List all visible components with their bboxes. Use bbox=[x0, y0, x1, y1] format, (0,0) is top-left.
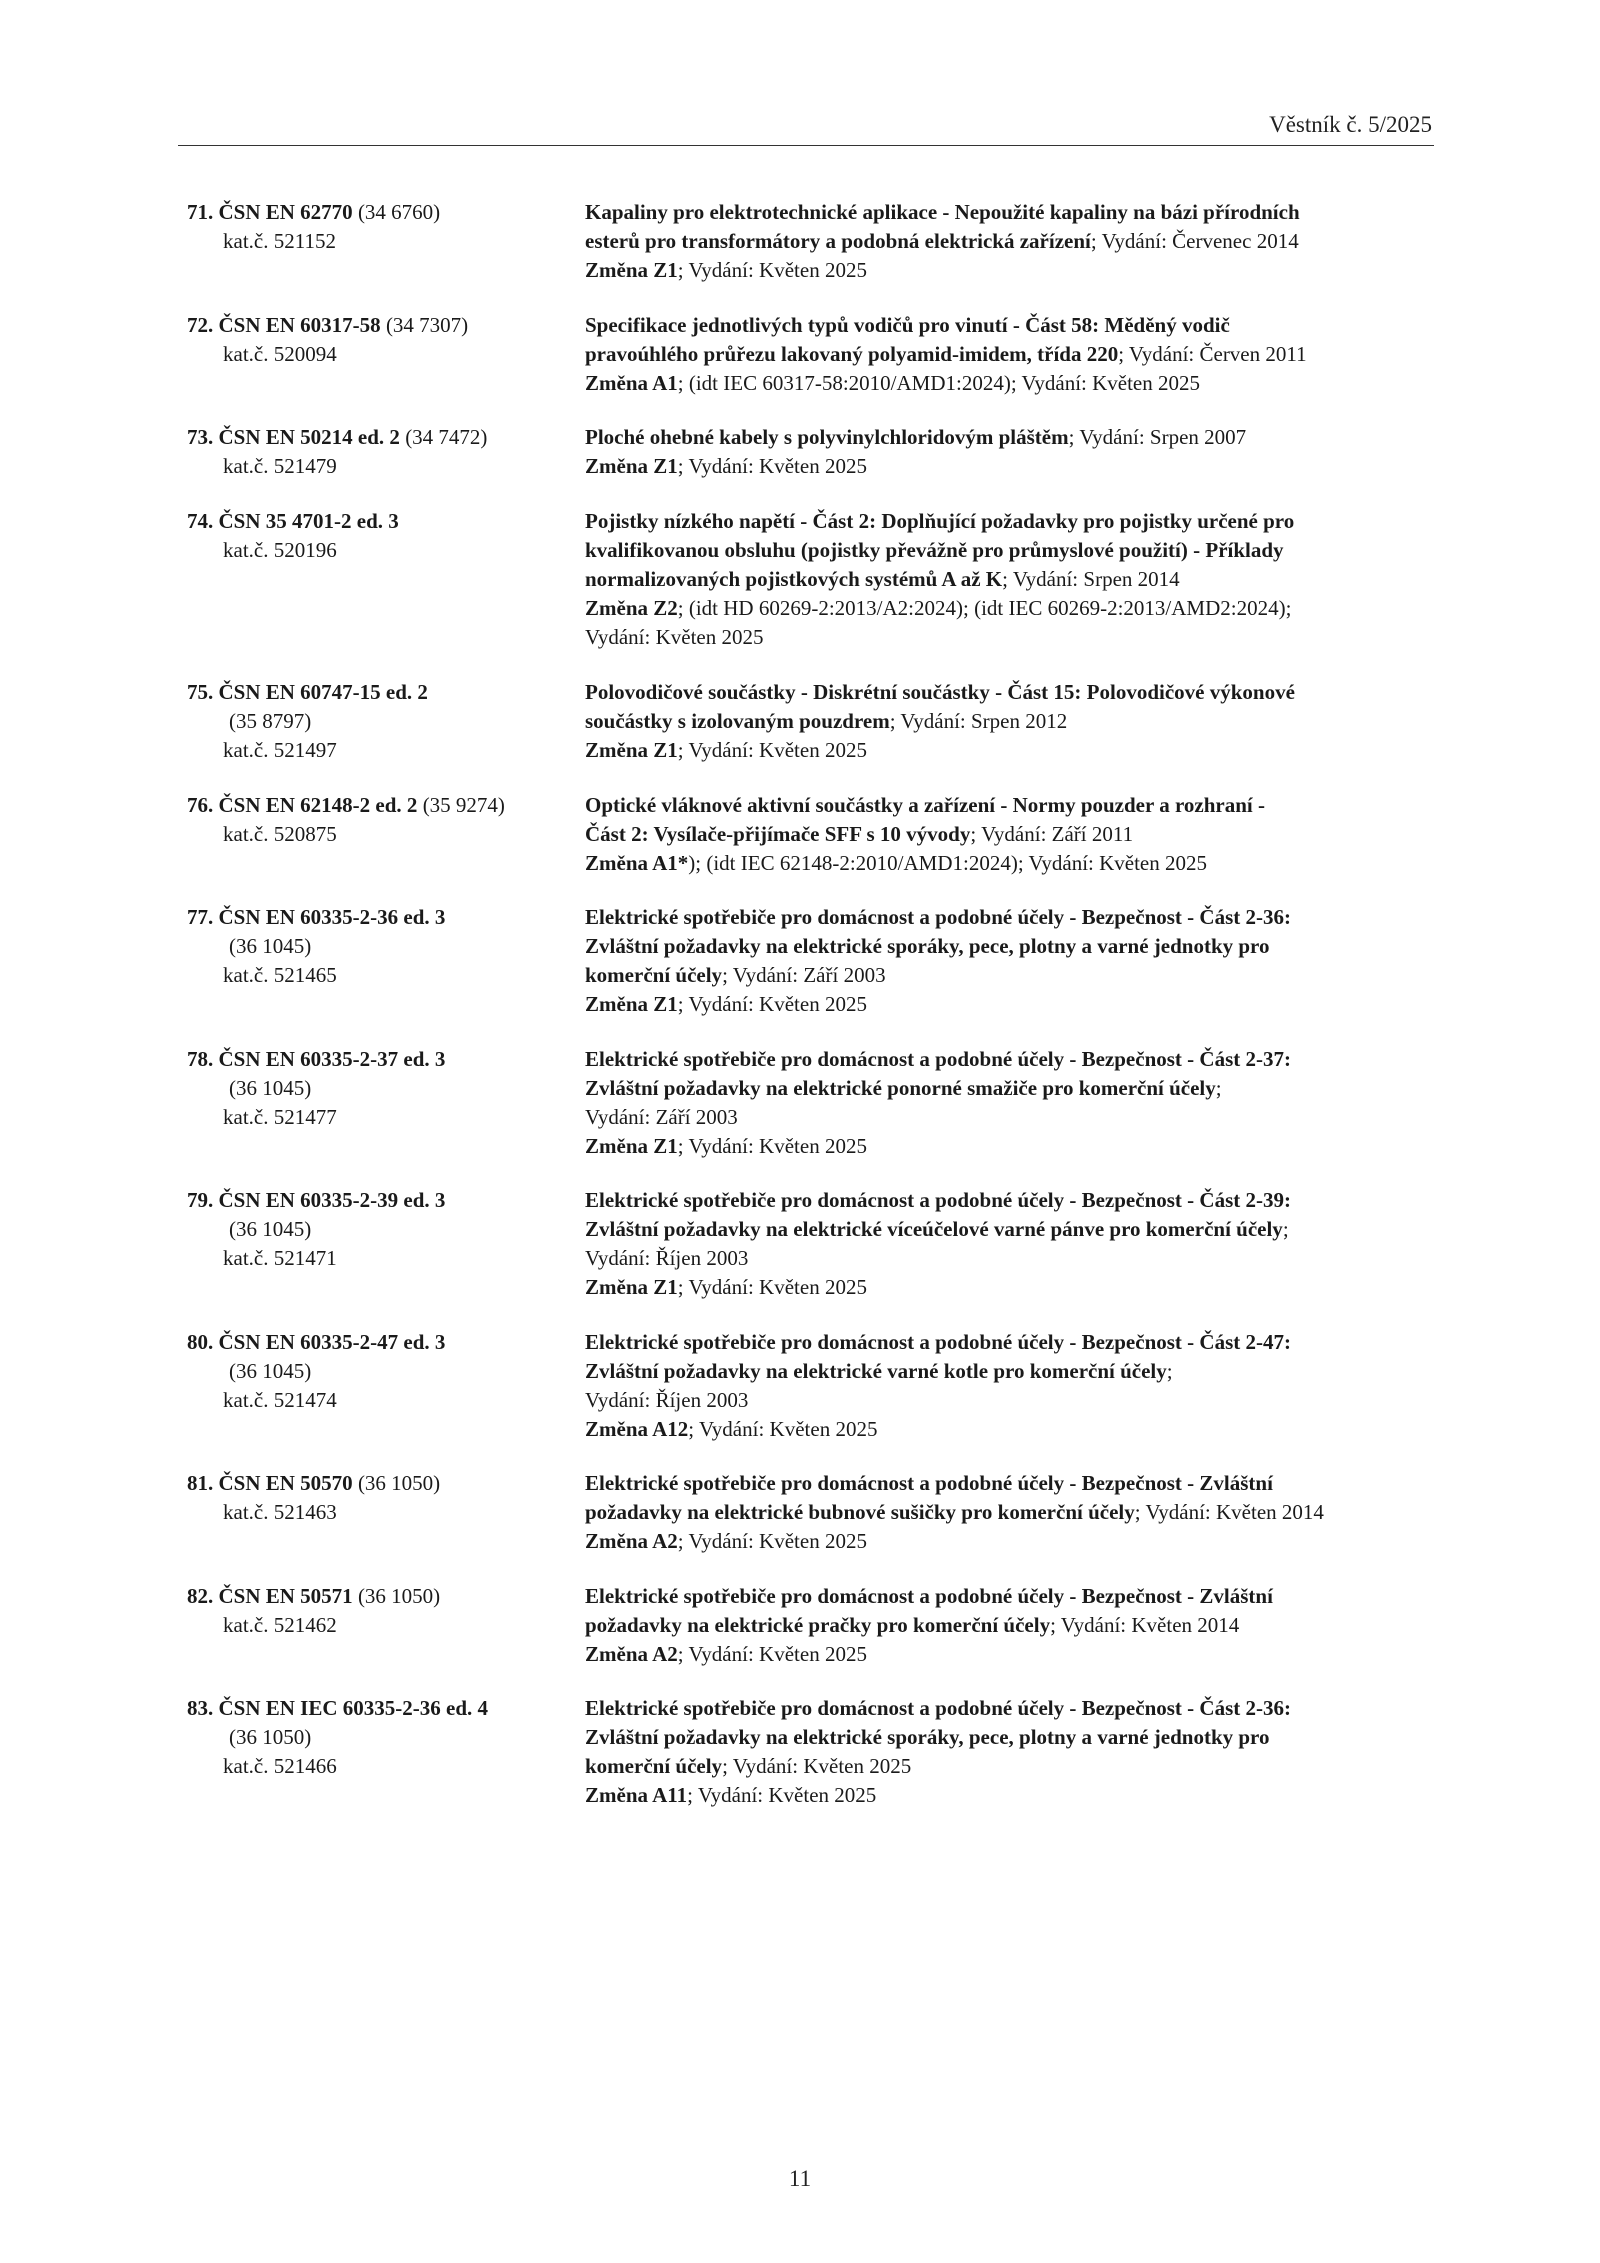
standard-code-line bbox=[187, 1045, 585, 1074]
catalog-number: kat.č. 520875 bbox=[223, 821, 337, 846]
standard-description bbox=[585, 903, 1434, 1019]
standard-code: ČSN EN IEC 60335-2-36 ed. 4 bbox=[218, 1696, 489, 1720]
standard-code-line bbox=[187, 1694, 585, 1723]
catalog-number: kat.č. 521477 bbox=[223, 1104, 337, 1129]
entry-number: 71. bbox=[187, 200, 214, 224]
standard-identifier bbox=[187, 507, 585, 652]
standard-identifier bbox=[187, 903, 585, 1019]
description-line bbox=[585, 961, 1434, 990]
description-line bbox=[585, 536, 1434, 565]
standard-entry bbox=[187, 903, 1434, 1019]
classification-code: (35 9274) bbox=[422, 792, 505, 817]
regular-text: ; Vydání: Květen 2025 bbox=[722, 1754, 912, 1778]
standard-description bbox=[585, 1469, 1434, 1556]
description-line bbox=[585, 1215, 1434, 1244]
regular-text: ; Vydání: Květen 2025 bbox=[677, 258, 867, 282]
classification-code: (35 8797) bbox=[229, 709, 312, 733]
standard-description bbox=[585, 198, 1434, 285]
bold-text: Změna A1* bbox=[585, 850, 689, 875]
standard-entry bbox=[187, 1045, 1434, 1161]
bold-text: Změna Z1 bbox=[585, 1133, 678, 1158]
standard-code-line bbox=[187, 198, 585, 227]
standard-code-line bbox=[187, 1469, 585, 1498]
description-line bbox=[585, 1273, 1434, 1302]
bold-text: Změna Z1 bbox=[585, 454, 678, 478]
standard-identifier bbox=[187, 1694, 585, 1810]
regular-text: ; Vydání: Srpen 2014 bbox=[1002, 566, 1180, 591]
description-line bbox=[585, 594, 1434, 623]
bold-text: normalizovaných pojistkových systémů A až K bbox=[585, 566, 1003, 591]
classification-code: (36 1045) bbox=[229, 934, 312, 958]
bold-text: Zvláštní požadavky na elektrické sporáky, pece, plotny a varné jednotky pro bbox=[585, 934, 1270, 958]
description-line bbox=[585, 1045, 1434, 1074]
standard-code-line bbox=[187, 1328, 585, 1357]
description-line bbox=[585, 1357, 1434, 1386]
standard-code: ČSN EN 60335-2-36 ed. 3 bbox=[218, 905, 446, 929]
description-line bbox=[585, 311, 1434, 340]
standard-entry bbox=[187, 1469, 1434, 1556]
catalog-number: kat.č. 520094 bbox=[223, 341, 337, 366]
description-line bbox=[585, 623, 1434, 652]
bulletin-title: Věstník č. 5/2025 bbox=[1269, 112, 1432, 137]
standard-code-line bbox=[187, 903, 585, 932]
catalog-number: kat.č. 521152 bbox=[223, 229, 336, 253]
description-line bbox=[585, 1611, 1434, 1640]
bold-text: Změna A11 bbox=[585, 1783, 688, 1807]
classification-code: (36 1045) bbox=[229, 1358, 312, 1383]
standard-entry bbox=[187, 1582, 1434, 1669]
entry-number: 78. bbox=[187, 1046, 214, 1071]
description-line bbox=[585, 1752, 1434, 1781]
description-line bbox=[585, 820, 1434, 849]
standard-identifier bbox=[187, 678, 585, 765]
bold-text: Elektrické spotřebiče pro domácnost a podobné účely - Bezpečnost - Zvláštní bbox=[585, 1583, 1273, 1608]
entry-number: 74. bbox=[187, 508, 214, 533]
bold-text: Specifikace jednotlivých typů vodičů pro vinutí - Část 58: Měděný vodič bbox=[585, 312, 1230, 337]
standard-entry bbox=[187, 311, 1434, 398]
standard-description bbox=[585, 1186, 1434, 1302]
bold-text: Elektrické spotřebiče pro domácnost a podobné účely - Bezpečnost - Část 2-36: bbox=[585, 905, 1291, 929]
regular-text: ; Vydání: Květen 2025 bbox=[677, 1529, 867, 1553]
entry-number: 72. bbox=[187, 312, 214, 337]
description-line bbox=[585, 1469, 1434, 1498]
description-line bbox=[585, 256, 1434, 285]
standard-description bbox=[585, 507, 1434, 652]
classification-code: (36 1050) bbox=[229, 1725, 312, 1749]
regular-text: ; Vydání: Květen 2025 bbox=[677, 992, 867, 1016]
regular-text: ; bbox=[1166, 1358, 1173, 1383]
entry-number: 80. bbox=[187, 1329, 214, 1354]
standard-description bbox=[585, 311, 1434, 398]
page-number: 11 bbox=[788, 2166, 812, 2191]
standard-identifier bbox=[187, 1186, 585, 1302]
regular-text: ; Vydání: Srpen 2007 bbox=[1068, 425, 1247, 449]
catalog-number: kat.č. 521463 bbox=[223, 1500, 337, 1524]
description-line bbox=[585, 198, 1434, 227]
description-line bbox=[585, 1694, 1434, 1723]
standard-identifier bbox=[187, 1469, 585, 1556]
standard-code: ČSN EN 62148-2 ed. 2 bbox=[218, 792, 418, 817]
catalog-number: kat.č. 521462 bbox=[223, 1612, 337, 1637]
description-line bbox=[585, 369, 1434, 398]
bold-text: Zvláštní požadavky na elektrické varné kotle pro komerční účely bbox=[585, 1358, 1167, 1383]
description-line bbox=[585, 1781, 1434, 1810]
regular-text: Vydání: Září 2003 bbox=[585, 1104, 738, 1129]
bold-text: Změna Z1 bbox=[585, 1275, 678, 1299]
standard-identifier bbox=[187, 1328, 585, 1444]
bold-text: Část 2: Vysílače-přijímače SFF s 10 vývody bbox=[585, 821, 971, 846]
catalog-number: kat.č. 521497 bbox=[223, 738, 337, 762]
description-line bbox=[585, 932, 1434, 961]
regular-text: ; (idt IEC 60317-58:2010/AMD1:2024); Vydání: Květen 2025 bbox=[677, 370, 1201, 395]
standard-entry bbox=[187, 1328, 1434, 1444]
regular-text: ; Vydání: Srpen 2012 bbox=[889, 709, 1068, 733]
description-line bbox=[585, 340, 1434, 369]
standard-description bbox=[585, 1694, 1434, 1810]
description-line bbox=[585, 1527, 1434, 1556]
regular-text: ; Vydání: Květen 2025 bbox=[687, 1783, 877, 1807]
bold-text: Zvláštní požadavky na elektrické víceúčelové varné pánve pro komerční účely bbox=[585, 1217, 1283, 1241]
regular-text: ); (idt IEC 62148-2:2010/AMD1:2024); Vydání: Květen 2025 bbox=[688, 850, 1208, 875]
bold-text: Ploché ohebné kabely s polyvinylchloridovým pláštěm bbox=[585, 425, 1069, 449]
description-line bbox=[585, 849, 1434, 878]
bold-text: součástky s izolovaným pouzdrem bbox=[585, 709, 890, 733]
catalog-number: kat.č. 521466 bbox=[223, 1754, 337, 1778]
bold-text: Zvláštní požadavky na elektrické ponorné smažiče pro komerční účely bbox=[585, 1075, 1216, 1100]
bold-text: požadavky na elektrické pračky pro komerční účely bbox=[585, 1612, 1051, 1637]
classification-code: (36 1045) bbox=[229, 1217, 312, 1241]
bold-text: Elektrické spotřebiče pro domácnost a podobné účely - Bezpečnost - Zvláštní bbox=[585, 1471, 1273, 1495]
entry-number: 83. bbox=[187, 1696, 214, 1720]
standard-entry bbox=[187, 1694, 1434, 1810]
regular-text: ; Vydání: Červen 2011 bbox=[1118, 341, 1307, 366]
entry-number: 75. bbox=[187, 680, 214, 704]
standard-code: ČSN EN 50214 ed. 2 bbox=[218, 425, 400, 449]
entry-number: 82. bbox=[187, 1583, 214, 1608]
standard-code: ČSN EN 50571 bbox=[218, 1583, 353, 1608]
entry-number: 77. bbox=[187, 905, 214, 929]
description-line bbox=[585, 452, 1434, 481]
regular-text: ; Vydání: Květen 2025 bbox=[677, 738, 867, 762]
description-line bbox=[585, 423, 1434, 452]
description-line bbox=[585, 1723, 1434, 1752]
entry-number: 81. bbox=[187, 1471, 214, 1495]
standard-code: ČSN 35 4701-2 ed. 3 bbox=[218, 508, 399, 533]
bold-text: Optické vláknové aktivní součástky a zařízení - Normy pouzder a rozhraní - bbox=[585, 792, 1265, 817]
description-line bbox=[585, 507, 1434, 536]
standard-code-line bbox=[187, 507, 585, 536]
description-line bbox=[585, 1328, 1434, 1357]
standard-code: ČSN EN 60317-58 bbox=[218, 312, 381, 337]
bold-text: kvalifikovanou obsluhu (pojistky převážně pro průmyslové použití) - Příklady bbox=[585, 537, 1284, 562]
bold-text: komerční účely bbox=[585, 963, 723, 987]
entry-number: 76. bbox=[187, 792, 214, 817]
bold-text: požadavky na elektrické bubnové sušičky pro komerční účely bbox=[585, 1500, 1135, 1524]
regular-text: Vydání: Říjen 2003 bbox=[585, 1387, 749, 1412]
standard-code-line bbox=[187, 1582, 585, 1611]
standard-description bbox=[585, 1328, 1434, 1444]
catalog-number: kat.č. 521471 bbox=[223, 1246, 337, 1270]
regular-text: ; (idt HD 60269-2:2013/A2:2024); (idt IEC 60269-2:2013/AMD2:2024); bbox=[677, 595, 1292, 620]
classification-code: (34 7307) bbox=[385, 312, 469, 337]
catalog-number: kat.č. 521474 bbox=[223, 1387, 337, 1412]
standard-identifier bbox=[187, 1045, 585, 1161]
standard-entry bbox=[187, 198, 1434, 285]
description-line bbox=[585, 1074, 1434, 1103]
standard-code: ČSN EN 62770 bbox=[218, 200, 353, 224]
standard-description bbox=[585, 423, 1434, 481]
standard-entry bbox=[187, 791, 1434, 878]
bold-text: Elektrické spotřebiče pro domácnost a podobné účely - Bezpečnost - Část 2-36: bbox=[585, 1696, 1291, 1720]
standard-description bbox=[585, 1045, 1434, 1161]
description-line bbox=[585, 1415, 1434, 1444]
regular-text: ; bbox=[1215, 1075, 1222, 1100]
description-line bbox=[585, 1640, 1434, 1669]
regular-text: ; Vydání: Květen 2025 bbox=[677, 1275, 867, 1299]
entry-number: 79. bbox=[187, 1188, 214, 1212]
description-line bbox=[585, 227, 1434, 256]
regular-text: ; Vydání: Červenec 2014 bbox=[1090, 229, 1299, 253]
standard-code-line bbox=[187, 423, 585, 452]
description-line bbox=[585, 990, 1434, 1019]
bold-text: Změna Z1 bbox=[585, 258, 678, 282]
standard-entry bbox=[187, 678, 1434, 765]
standard-code: ČSN EN 60335-2-39 ed. 3 bbox=[218, 1188, 446, 1212]
bold-text: Změna Z2 bbox=[585, 595, 678, 620]
regular-text: Vydání: Říjen 2003 bbox=[585, 1246, 749, 1270]
regular-text: ; Vydání: Září 2011 bbox=[970, 821, 1134, 846]
regular-text: ; Vydání: Květen 2025 bbox=[677, 454, 867, 478]
bold-text: Elektrické spotřebiče pro domácnost a podobné účely - Bezpečnost - Část 2-37: bbox=[585, 1046, 1291, 1071]
description-line bbox=[585, 791, 1434, 820]
standard-identifier bbox=[187, 1582, 585, 1669]
description-line bbox=[585, 1386, 1434, 1415]
catalog-number: kat.č. 521479 bbox=[223, 454, 337, 478]
standards-list bbox=[187, 198, 1434, 1810]
description-line bbox=[585, 565, 1434, 594]
standard-description bbox=[585, 1582, 1434, 1669]
standard-identifier bbox=[187, 791, 585, 878]
bold-text: Kapaliny pro elektrotechnické aplikace - Nepoužité kapaliny na bázi přírodních bbox=[585, 200, 1300, 224]
entry-number: 73. bbox=[187, 425, 214, 449]
description-line bbox=[585, 678, 1434, 707]
bold-text: Pojistky nízkého napětí - Část 2: Doplňující požadavky pro pojistky určené pro bbox=[585, 508, 1295, 533]
bold-text: Změna A2 bbox=[585, 1641, 678, 1666]
description-line bbox=[585, 1103, 1434, 1132]
bold-text: komerční účely bbox=[585, 1754, 723, 1778]
standard-code-line bbox=[187, 311, 585, 340]
bold-text: Změna A1 bbox=[585, 370, 678, 395]
regular-text: Vydání: Květen 2025 bbox=[585, 624, 764, 649]
regular-text: ; Vydání: Květen 2025 bbox=[688, 1416, 878, 1441]
bold-text: Elektrické spotřebiče pro domácnost a podobné účely - Bezpečnost - Část 2-39: bbox=[585, 1188, 1291, 1212]
description-line bbox=[585, 1582, 1434, 1611]
regular-text: ; Vydání: Květen 2025 bbox=[677, 1133, 867, 1158]
bold-text: esterů pro transformátory a podobná elektrická zařízení bbox=[585, 229, 1091, 253]
classification-code: (34 6760) bbox=[357, 200, 441, 224]
standard-entry bbox=[187, 423, 1434, 481]
catalog-number: kat.č. 520196 bbox=[223, 537, 337, 562]
standard-code-line bbox=[187, 1186, 585, 1215]
standard-entry bbox=[187, 1186, 1434, 1302]
regular-text: ; Vydání: Květen 2025 bbox=[677, 1641, 867, 1666]
standard-description bbox=[585, 678, 1434, 765]
standard-code-line bbox=[187, 678, 585, 707]
description-line bbox=[585, 1132, 1434, 1161]
page-header bbox=[178, 110, 1434, 146]
bold-text: Změna A2 bbox=[585, 1529, 678, 1553]
standard-entry bbox=[187, 507, 1434, 652]
regular-text: ; Vydání: Září 2003 bbox=[722, 963, 886, 987]
regular-text: ; bbox=[1282, 1217, 1289, 1241]
bold-text: Změna Z1 bbox=[585, 738, 678, 762]
description-line bbox=[585, 903, 1434, 932]
bold-text: Změna A12 bbox=[585, 1416, 689, 1441]
regular-text: ; Vydání: Květen 2014 bbox=[1050, 1612, 1240, 1637]
description-line bbox=[585, 736, 1434, 765]
standard-code: ČSN EN 50570 bbox=[218, 1471, 353, 1495]
description-line bbox=[585, 707, 1434, 736]
standard-identifier bbox=[187, 311, 585, 398]
standard-code: ČSN EN 60335-2-47 ed. 3 bbox=[218, 1329, 446, 1354]
catalog-number: kat.č. 521465 bbox=[223, 963, 337, 987]
bold-text: Polovodičové součástky - Diskrétní součástky - Část 15: Polovodičové výkonové bbox=[585, 680, 1295, 704]
classification-code: (36 1050) bbox=[357, 1471, 441, 1495]
standard-identifier bbox=[187, 198, 585, 285]
classification-code: (34 7472) bbox=[405, 425, 488, 449]
standard-code-line bbox=[187, 791, 585, 820]
bold-text: Změna Z1 bbox=[585, 992, 678, 1016]
description-line bbox=[585, 1498, 1434, 1527]
standard-code: ČSN EN 60335-2-37 ed. 3 bbox=[218, 1046, 446, 1071]
regular-text: ; Vydání: Květen 2014 bbox=[1134, 1500, 1324, 1524]
bold-text: Elektrické spotřebiče pro domácnost a podobné účely - Bezpečnost - Část 2-47: bbox=[585, 1329, 1291, 1354]
bold-text: pravoúhlého průřezu lakovaný polyamid-imidem, třída 220 bbox=[585, 341, 1119, 366]
bold-text: Zvláštní požadavky na elektrické sporáky, pece, plotny a varné jednotky pro bbox=[585, 1725, 1270, 1749]
description-line bbox=[585, 1244, 1434, 1273]
standard-code: ČSN EN 60747-15 ed. 2 bbox=[218, 680, 428, 704]
classification-code: (36 1050) bbox=[357, 1583, 441, 1608]
description-line bbox=[585, 1186, 1434, 1215]
classification-code: (36 1045) bbox=[229, 1075, 312, 1100]
standard-identifier bbox=[187, 423, 585, 481]
standard-description bbox=[585, 791, 1434, 878]
